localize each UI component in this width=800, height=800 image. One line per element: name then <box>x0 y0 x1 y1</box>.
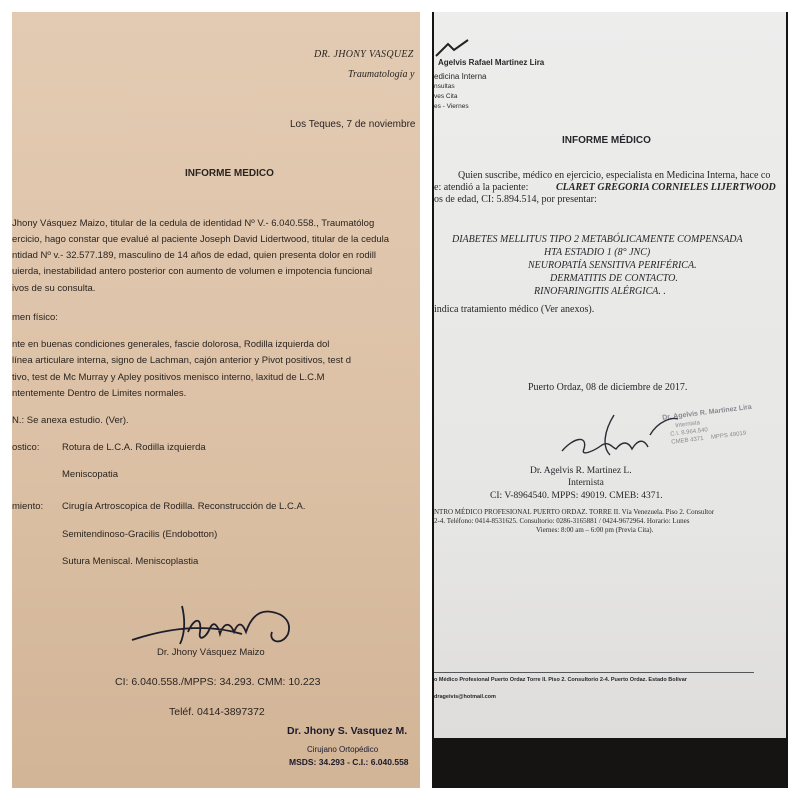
right-email: drageivis@hotmail.com <box>434 694 496 700</box>
footer-divider <box>434 672 754 673</box>
left-tx-label: miento: <box>12 501 44 512</box>
right-date: Puerto Ordaz, 08 de diciembre de 2017. <box>528 382 688 393</box>
right-dx-line: RINOFARINGITIS ALÉRGICA. . <box>534 286 666 297</box>
right-stamp-line: Internista <box>675 420 701 430</box>
right-para-line: Quien suscribe, médico en ejercicio, especialista en Medicina Interna, hace co <box>458 170 771 181</box>
left-para-line: ivos de su consulta. <box>12 283 96 294</box>
left-tx-line: Cirugía Artroscopica de Rodilla. Reconstrucción de L.C.A. <box>62 501 306 512</box>
right-header-line: ves Cita <box>434 93 458 100</box>
left-header-name: DR. JHONY VASQUEZ <box>314 49 414 60</box>
left-stamp-name: Dr. Jhony S. Vasquez M. <box>287 725 408 737</box>
left-para-line: Jhony Vásquez Maizo, titular de la cedula de identidad Nº V.- 6.040.558., Traumatólog <box>12 218 375 229</box>
left-stamp-role: Cirujano Ortopédico <box>307 745 379 754</box>
left-exam-line: tivo, test de Mc Murray y Apley positivos menisco interno, laxitud de L.C.M <box>12 372 325 383</box>
right-bottom-footer: o Médico Profesional Puerto Ordaz Torre II. Piso 2. Consultorio 2-4. Puerto Ordaz. Estado Bolívar <box>434 677 687 683</box>
left-exam-line: ntentemente Dentro de Limites normales. <box>12 388 187 399</box>
left-stamp-ids: MSDS: 34.293 - C.I.: 6.040.558 <box>289 757 409 767</box>
left-signature <box>122 592 322 652</box>
right-dx-line: DIABETES MELLITUS TIPO 2 METABÓLICAMENTE COMPENSADA <box>452 234 743 245</box>
right-header-line: Agelvis Rafael Martinez Lira <box>438 58 545 67</box>
right-sig-ids: CI: V-8964540. MPPS: 49019. CMEB: 4371. <box>490 491 663 501</box>
left-tx-line: Semitendinoso-Gracilis (Endobotton) <box>62 529 218 540</box>
right-patient-name: CLARET GREGORIA CORNIELES LIJERTWOOD <box>556 182 776 193</box>
right-header-line: nsultas <box>434 83 455 90</box>
left-dx-line: Meniscopatia <box>62 469 118 480</box>
right-document <box>434 12 786 738</box>
right-header-line: es - Viernes <box>434 103 469 110</box>
right-sig-name: Dr. Agelvis R. Martinez L. <box>530 466 632 476</box>
left-phone: Teléf. 0414-3897372 <box>169 706 265 718</box>
left-sig-ids: CI: 6.040.558./MPPS: 34.293. CMM: 10.223 <box>115 676 321 688</box>
right-title: INFORME MÉDICO <box>562 135 651 146</box>
logo-icon <box>434 38 474 60</box>
right-stamp-line: CMEB 4371 <box>671 435 704 446</box>
left-rx: N.: Se anexa estudio. (Ver). <box>12 415 129 426</box>
left-document <box>12 12 420 788</box>
right-dx-line: NEUROPATÍA SENSITIVA PERIFÉRICA. <box>528 260 697 271</box>
right-treatment: indica tratamiento médico (Ver anexos). <box>434 304 595 315</box>
left-para-line: uierda, inestabilidad antero posterior con aumento de volumen e impotencia funcional <box>12 266 373 277</box>
left-para-line: ntidad Nº v.- 32.577.189, masculino de 14 años de edad, quien presenta dolor en rodill <box>12 250 377 261</box>
left-date: Los Teques, 7 de noviembre <box>290 119 416 130</box>
right-footer-line: 2-4. Teléfono: 0414-8531625. Consultorio: 0286-3165881 / 0424-9672964. Horario: Lunes <box>434 517 690 525</box>
left-header-specialty: Traumatología y <box>348 69 415 80</box>
left-dx-line: Rotura de L.C.A. Rodilla izquierda <box>62 442 206 453</box>
right-stamp-line: Dr. Agelvis R. Martinez Lira <box>661 403 753 422</box>
left-para-line: ercicio, hago constar que evalué al paciente Joseph David Lidertwood, titular de la cedula <box>12 234 390 245</box>
left-title: INFORME MEDICO <box>185 168 274 179</box>
right-dx-line: DERMATITIS DE CONTACTO. <box>550 273 678 284</box>
left-exam-heading: men físico: <box>12 312 58 323</box>
left-exam-line: nte en buenas condiciones generales, fascie dolorosa, Rodilla izquierda dol <box>12 339 330 350</box>
right-sig-role: Internista <box>568 478 604 488</box>
right-dx-line: HTA ESTADIO 1 (8° JNC) <box>544 247 651 258</box>
right-footer-line: Viernes: 8:00 am – 6:00 pm (Previa Cita). <box>536 526 654 534</box>
right-header-line: edicina Interna <box>434 72 487 81</box>
right-footer-line: NTRO MÉDICO PROFESIONAL PUERTO ORDAZ. TORRE II. Vía Venezuela. Piso 2. Consultor <box>434 508 715 516</box>
left-exam-line: línea articulare interna, signo de Lachman, cajón anterior y Pivot positivos, test d <box>12 355 352 366</box>
right-para-line: os de edad, CI: 5.894.514, por presentar: <box>434 194 597 205</box>
left-tx-line: Sutura Meniscal. Meniscoplastia <box>62 556 199 567</box>
left-sig-name: Dr. Jhony Vásquez Maizo <box>157 647 265 658</box>
right-stamp-line: C.I. 8.964.540 <box>670 427 709 438</box>
right-stamp-line: MPPS 49019 <box>710 430 747 441</box>
left-dx-label: ostico: <box>12 442 40 453</box>
right-para-line: e: atendió a la paciente: <box>434 182 529 193</box>
